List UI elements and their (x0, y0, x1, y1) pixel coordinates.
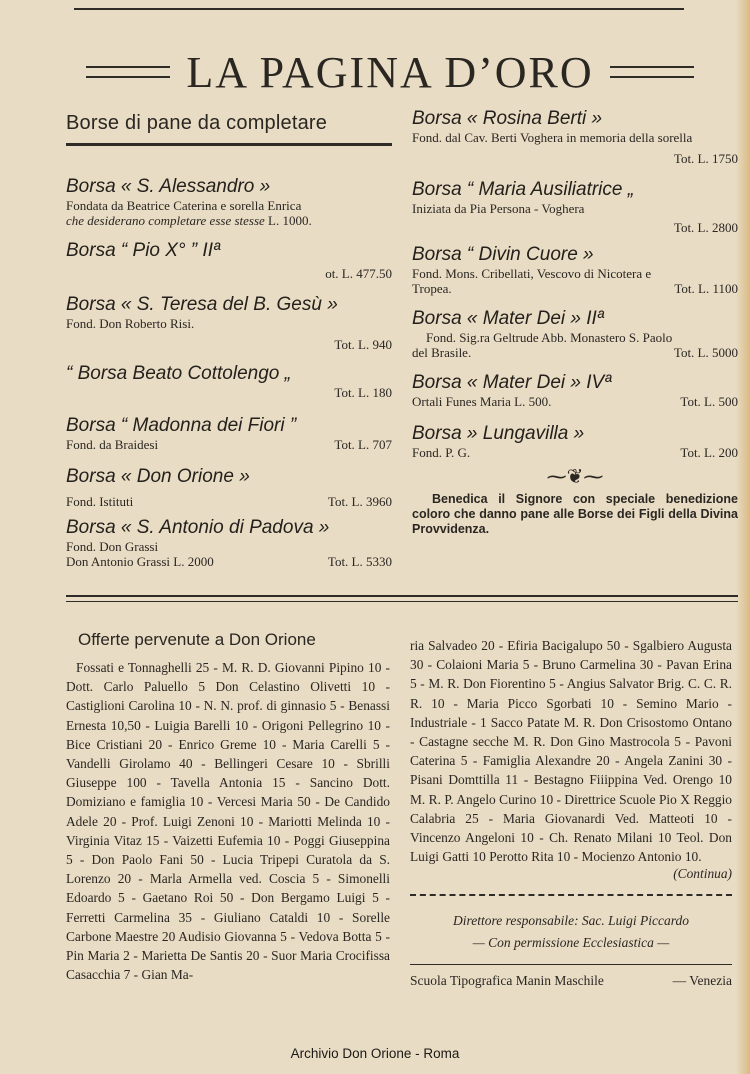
borsa-entry (66, 415, 392, 452)
borsa-founder: Iniziata da Pia Persona - Voghera (412, 201, 585, 216)
offerte-text: Fossati e Tonnaghelli 25 - M. R. D. Giovanni Pipino 10 - Dott. Carlo Paluello 5 Don Celastino Olivetti 10 - Castiglioni Carolina 10 - N. N. prof. di ginnasio 5 - Benassi Ernesta 10,50 - Luigia Barelli 10 - Origoni Pellegrino 10 - Bice Cristiani 20 - Enrico Greme 10 - Maria Carelli 5 - Vandelli Girolamo 40 - Bellingeri Cesare 10 - Sbrilli Giuseppe 100 - Tavella Antonia 15 - Sancino Dott. Domiziano e famiglia 10 - Vercesi Maria 50 - De Candido Adele 20 - Prof. Luigi Zenoni 10 - Mariotti Melinda 10 - Virginia Vitaz 15 - Vaizetti Eufemia 10 - Poggi Giuseppina 5 - Don Paolo Fani 50 - Lucia Tripepi Curatola da S. Lorenzo 20 - Marla Armella ved. Coscia 5 - Simonelli Edoardo 5 - Gaetano Roi 50 - Don Bergamo Luigi 5 - Ferretti Carmelina 35 - Giuliano Cataldi 10 - Sorelle Carbone Maestre 20 Audisio Giovanna 5 - Vedova Botta 5 - Pin Maria 2 - Marietta De Santis 20 - Suor Maria Crocifissa Casacchia 7 - Gian Ma- (66, 660, 390, 983)
borsa-total: Tot. L. 200 (680, 445, 738, 460)
borsa-entry (66, 240, 392, 282)
borsa-entry (66, 517, 392, 569)
borsa-name: “ Borsa Beato Cottolengo „ (66, 363, 291, 384)
dashed-divider (410, 894, 732, 896)
borsa-founder: Fond. Don Grassi (66, 539, 159, 554)
borsa-founder: Fond. Mons. Cribellati, Vescovo di Nicotera e (412, 266, 652, 281)
right-column (412, 108, 738, 537)
borsa-name: Borsa « S. Antonio di Padova » (66, 517, 330, 538)
offerte-title: Offerte pervenute a Don Orione (78, 630, 316, 649)
printer-name: Scuola Tipografica Manin Maschile (410, 973, 604, 989)
borsa-entry (66, 176, 392, 228)
borsa-total: ot. L. 477.50 (325, 266, 392, 281)
printer-city: — Venezia (672, 973, 732, 989)
borsa-name: Borsa « S. Alessandro » (66, 176, 271, 197)
borsa-entry (412, 423, 738, 460)
permission-note: — Con permissione Ecclesiastica — (472, 935, 670, 951)
page-edge (736, 0, 750, 1074)
borsa-founder: Fond. da Braidesi (66, 437, 159, 452)
page-title: LA PAGINA D’ORO (186, 47, 594, 97)
borsa-note: che desiderano completare esse stesse (66, 213, 265, 228)
borsa-name: Borsa « Don Orione » (66, 466, 250, 487)
borsa-total: Tot. L. 500 (680, 394, 738, 409)
ornament-icon: ⁓❦⁓ (546, 466, 604, 488)
borsa-founder-cont: Tropea. (412, 281, 452, 296)
printer-line (410, 964, 732, 989)
borsa-name: Borsa “ Divin Cuore » (412, 244, 594, 265)
masthead-rule-right (610, 66, 694, 78)
borsa-founder: Fond. Istituti (66, 494, 134, 509)
continua-label: (Continua) (673, 866, 732, 882)
borsa-founder: Fond. Sig.ra Geltrude Abb. Monastero S. Paolo (426, 330, 673, 345)
offerte-text: ria Salvadeo 20 - Efiria Bacigalupo 50 - Sgalbiero Augusta 30 - Colaioni Maria 5 - Bruno Carmelina 30 - Pavan Erina 5 - M. R. Don Fiorentino 5 - Angius Salvator Brig. C. C. R. R. 10 - Maria Picco Sgorbati 10 - Semino Mario - Industriale - 1 Sacco Patate M. R. Don Crisostomo Ontano - Castagne secche M. R. Don Gino Mastrocola 5 - Pavoni Caterina 5 - Famiglia Alexandre 20 - Angela Zanini 30 - Pisani Domttilla 11 - Bestagno Fiiippina Ved. Orengo 10 M. R. P. Angelo Curino 10 - Direttrice Scuole Pio X Reggio Calabria 25 - Maria Giovanardi Ved. Matteoti 10 - Vincenzo Angeloni 10 - Ch. Renato Milani 10 Teol. Don Luigi Gatti 10 Perotto Rita 10 - Mocienzo Antonio 10. (410, 638, 732, 865)
borsa-name: Borsa » Lungavilla » (412, 423, 585, 444)
borsa-total: Tot. L. 5000 (673, 345, 738, 360)
borsa-total: L. 1000. (268, 213, 312, 228)
borsa-total: Tot. L. 707 (334, 437, 392, 452)
masthead (70, 42, 710, 102)
borsa-total: Tot. L. 940 (334, 337, 392, 352)
borsa-total: Tot. L. 180 (334, 385, 392, 400)
borsa-name: Borsa « Mater Dei » IVª (412, 372, 612, 393)
borsa-donor: Don Antonio Grassi L. 2000 (66, 554, 214, 569)
director-credit: Direttore responsabile: Sac. Luigi Piccardo (452, 913, 690, 929)
borsa-name: Borsa “ Madonna dei Fiori ” (66, 415, 297, 436)
borsa-total: Tot. L. 2800 (673, 220, 738, 235)
section-title: Borse di pane da completare (66, 112, 392, 146)
borsa-total: Tot. L. 1750 (673, 151, 738, 166)
section-divider (66, 601, 738, 602)
section-divider (66, 595, 738, 597)
borsa-entry (412, 372, 738, 409)
borsa-founder: Fond. Don Roberto Risi. (66, 316, 195, 331)
left-column (66, 112, 392, 569)
borsa-entry (66, 363, 392, 401)
borsa-entry (412, 308, 738, 360)
offerte-left-column (66, 630, 390, 984)
borsa-entry (412, 244, 738, 296)
borsa-name: Borsa « S. Teresa del B. Gesù » (66, 294, 338, 315)
blessing-text: Benedica il Signore con speciale benedizione coloro che danno pane alle Borse dei Figli della Divina Provvidenza. (412, 492, 738, 536)
borsa-founder-cont: del Brasile. (412, 345, 472, 360)
borsa-entry (66, 294, 392, 353)
borsa-founder: Ortali Funes Maria L. 500. (412, 394, 552, 409)
borsa-founder: Fondata da Beatrice Caterina e sorella Enrica (66, 198, 302, 213)
masthead-rule-left (86, 66, 170, 78)
borsa-entry (66, 466, 392, 509)
borsa-founder: Fond. P. G. (412, 445, 471, 460)
offerte-right-column (410, 636, 732, 989)
borsa-entry (412, 179, 738, 236)
top-rule (74, 8, 684, 10)
borsa-total: Tot. L. 3960 (327, 494, 392, 509)
borsa-total: Tot. L. 5330 (327, 554, 392, 569)
archive-footer: Archivio Don Orione - Roma (290, 1046, 460, 1061)
borsa-name: Borsa « Mater Dei » IIª (412, 308, 604, 329)
borsa-founder: Fond. dal Cav. Berti Voghera in memoria della sorella (412, 130, 693, 145)
borsa-name: Borsa “ Maria Ausiliatrice „ (412, 179, 635, 200)
borsa-name: Borsa « Rosina Berti » (412, 108, 603, 129)
borsa-total: Tot. L. 1100 (674, 281, 738, 296)
borsa-name: Borsa “ Pio X° ” IIª (66, 240, 221, 261)
borsa-entry (412, 108, 738, 167)
